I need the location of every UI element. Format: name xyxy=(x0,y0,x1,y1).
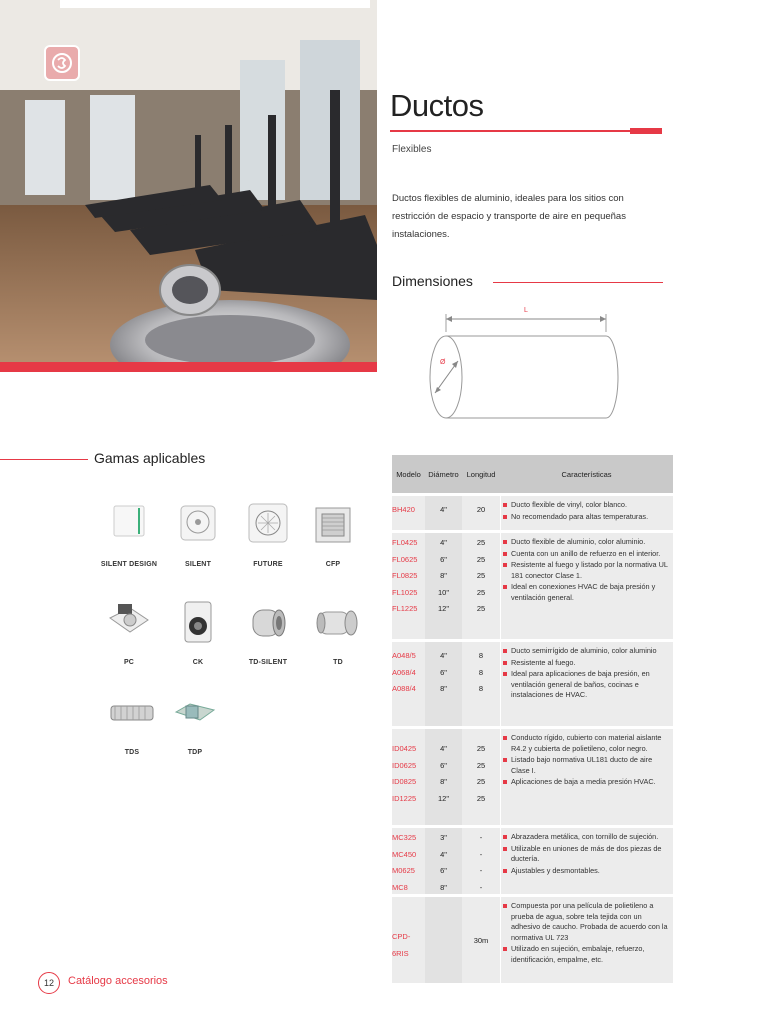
length-value: - xyxy=(479,849,483,859)
feature-item xyxy=(503,901,669,943)
product-label: TD xyxy=(333,659,343,666)
feature-text: Conducto rígido, cubierto con material aislante R4.2 y cubierta de polietileno, color negro. xyxy=(511,733,662,753)
gamas-divider xyxy=(0,459,88,460)
product-label: FUTURE xyxy=(253,561,283,568)
feature-text: Cuenta con un anillo de refuerzo en el interior. xyxy=(511,548,661,558)
diameter-value: 4" xyxy=(440,505,447,514)
intro-paragraph: Ductos flexibles de aluminio, ideales para los sitios con restricción de espacio y transporte de aire en pequeñas instalaciones. xyxy=(392,193,626,240)
page-title: Ductos xyxy=(390,88,484,123)
product-silent-design xyxy=(94,500,164,568)
feature-item xyxy=(503,944,669,965)
product-tds xyxy=(97,688,167,756)
bullet-icon xyxy=(503,515,507,519)
diameter-value: 3" xyxy=(440,833,447,842)
table-header xyxy=(392,455,673,493)
feature-item xyxy=(503,733,669,754)
model-code: MC450 xyxy=(392,849,417,859)
silent-fan-icon xyxy=(173,500,223,550)
feature-item xyxy=(503,560,669,581)
header-longitud: Longitud xyxy=(466,469,496,479)
model-code: A088/4 xyxy=(392,684,416,693)
length-cell xyxy=(462,533,500,639)
product-future xyxy=(233,500,303,568)
diameter-value: 12" xyxy=(437,793,449,803)
feature-text: Ajustables y desmontables. xyxy=(511,865,600,875)
dimensiones-divider xyxy=(493,282,663,283)
table-row xyxy=(392,897,673,983)
diameter-value: 6" xyxy=(440,760,447,770)
model-cell xyxy=(392,533,425,639)
model-code: FL1025 xyxy=(392,587,418,597)
bullet-icon xyxy=(503,661,507,665)
feature-text: Aplicaciones de baja a media presión HVAC. xyxy=(511,777,656,786)
diameter-value: 6" xyxy=(440,866,447,875)
length-value: 25 xyxy=(476,777,486,786)
feature-item xyxy=(503,866,669,877)
diameter-cell xyxy=(425,897,462,983)
feature-text: Ducto semirrígido de aluminio, color aluminio xyxy=(511,646,657,655)
feature-item xyxy=(503,582,669,603)
product-label: TDP xyxy=(187,749,203,756)
feature-text: Ideal en conexiones HVAC de baja presión y ventilación general. xyxy=(511,582,656,602)
feature-item xyxy=(503,537,669,548)
diameter-value: 4" xyxy=(440,651,447,660)
length-value: - xyxy=(479,833,483,842)
diameter-value: 6" xyxy=(440,554,447,564)
length-cell xyxy=(462,897,500,983)
td-fan-icon xyxy=(313,598,363,648)
feature-item xyxy=(503,500,669,511)
diameter-cell xyxy=(425,642,462,726)
product-pc xyxy=(94,598,164,666)
bullet-icon xyxy=(503,503,507,507)
dimensiones-heading: Dimensiones xyxy=(392,273,473,289)
model-code: FL0625 xyxy=(392,554,418,564)
feature-text: Listado bajo normativa UL181 ducto de aire Clase I. xyxy=(511,755,653,775)
table-row xyxy=(392,729,673,825)
model-code: M0625 xyxy=(392,866,415,875)
product-cfp xyxy=(298,500,368,568)
length-value: 20 xyxy=(476,505,486,514)
diameter-value: 6" xyxy=(440,667,447,677)
title-divider xyxy=(390,130,658,132)
cfp-fan-icon xyxy=(308,500,358,550)
diameter-value: 8" xyxy=(440,684,447,693)
length-value: 25 xyxy=(476,571,486,580)
model-cell xyxy=(392,496,425,530)
model-cell xyxy=(392,729,425,825)
feature-item xyxy=(503,777,669,788)
length-value: 25 xyxy=(476,587,486,597)
product-label: TD-SILENT xyxy=(248,659,288,666)
product-label: CK xyxy=(192,659,204,666)
length-value: 30m xyxy=(473,936,489,945)
future-fan-icon xyxy=(243,500,293,550)
feature-item xyxy=(503,512,669,523)
feature-text: Compuesta por una película de polietileno a prueba de agua, sobre tela tejida con un adhesivo de caucho. Probada de acuerdo con la normativa UL 723 xyxy=(511,901,668,942)
bullet-icon xyxy=(503,847,507,851)
features-cell xyxy=(501,828,673,894)
product-tdp xyxy=(160,688,230,756)
ck-fan-icon xyxy=(173,598,223,648)
diameter-cell xyxy=(425,496,462,530)
product-td xyxy=(303,598,373,666)
diameter-value: 4" xyxy=(440,849,447,859)
model-code: BH420 xyxy=(392,505,415,514)
feature-item xyxy=(503,832,669,843)
bullet-icon xyxy=(503,552,507,556)
diameter-value: 10" xyxy=(437,587,449,597)
feature-item xyxy=(503,646,669,657)
length-value: 25 xyxy=(476,604,486,613)
product-label: PC xyxy=(123,659,135,666)
bullet-icon xyxy=(503,672,507,676)
product-label: SILENT xyxy=(184,561,212,568)
table-body xyxy=(392,496,673,983)
length-value: 25 xyxy=(476,760,486,770)
model-code: CPD-6RIS xyxy=(392,932,411,958)
header-caracteristicas: Características xyxy=(561,469,612,479)
length-value: 25 xyxy=(476,793,486,803)
feature-item xyxy=(503,755,669,776)
features-cell xyxy=(501,533,673,639)
features-cell xyxy=(501,729,673,825)
length-value: - xyxy=(479,866,483,875)
feature-text: Utilizable en uniones de más de dos piezas de ductería. xyxy=(511,843,662,863)
feature-text: Resistente al fuego. xyxy=(511,657,576,667)
model-code: ID0825 xyxy=(392,777,417,786)
sp-logo-icon xyxy=(50,51,74,75)
features-cell xyxy=(501,642,673,726)
silent-design-fan-icon xyxy=(104,500,154,550)
features-cell xyxy=(501,897,673,983)
model-code: FL1225 xyxy=(392,604,418,613)
table-row xyxy=(392,496,673,530)
feature-item xyxy=(503,669,669,701)
header-modelo: Modelo xyxy=(396,469,421,479)
product-silent xyxy=(163,500,233,568)
length-cell xyxy=(462,496,500,530)
feature-text: No recomendado para altas temperaturas. xyxy=(511,511,649,521)
bullet-icon xyxy=(503,563,507,567)
diameter-cell xyxy=(425,533,462,639)
bullet-icon xyxy=(503,736,507,740)
bullet-icon xyxy=(503,947,507,951)
bullet-icon xyxy=(503,758,507,762)
length-value: 8 xyxy=(478,651,484,660)
length-cell xyxy=(462,828,500,894)
model-code: FL0425 xyxy=(392,538,418,547)
model-code: FL0825 xyxy=(392,571,418,580)
length-label: L xyxy=(524,307,528,314)
length-value: 8 xyxy=(478,667,484,677)
diameter-value: 8" xyxy=(440,777,447,786)
page-number: 12 xyxy=(38,972,60,994)
header-diametro: Diámetro xyxy=(428,469,459,479)
model-code: A048/5 xyxy=(392,651,416,660)
bullet-icon xyxy=(503,835,507,839)
diameter-value: 8" xyxy=(440,882,447,892)
length-value: - xyxy=(479,882,483,892)
product-label: TDS xyxy=(124,749,140,756)
length-value: 25 xyxy=(476,538,486,547)
diameter-cell xyxy=(425,828,462,894)
length-cell xyxy=(462,642,500,726)
bullet-icon xyxy=(503,649,507,653)
product-label: SILENT DESIGN xyxy=(100,561,158,568)
feature-text: Ideal para aplicaciones de baja presión, en ventilación general de baños, cocinas e instalaciones de HVAC. xyxy=(511,669,650,699)
bullet-icon xyxy=(503,540,507,544)
tdp-fan-icon xyxy=(170,688,220,738)
model-code: ID0625 xyxy=(392,760,417,770)
product-label: CFP xyxy=(325,561,341,568)
bullet-icon xyxy=(503,780,507,784)
page-subtitle: Flexibles xyxy=(392,144,432,155)
pc-fan-icon xyxy=(104,598,154,648)
diameter-value: 12" xyxy=(437,604,449,613)
model-cell xyxy=(392,642,425,726)
feature-text: Ducto flexible de aluminio, color aluminio. xyxy=(511,537,646,546)
spec-table xyxy=(392,455,673,983)
model-cell xyxy=(392,828,425,894)
bullet-icon xyxy=(503,869,507,873)
diameter-cell xyxy=(425,729,462,825)
feature-text: Resistente al fuego y listado por la normativa UL 181 conector Clase 1. xyxy=(511,560,668,580)
diameter-label: Ø xyxy=(440,359,446,366)
table-row xyxy=(392,533,673,639)
model-code: ID0425 xyxy=(392,744,417,753)
model-cell xyxy=(392,897,425,983)
feature-item xyxy=(503,549,669,560)
bullet-icon xyxy=(503,585,507,589)
gamas-heading: Gamas aplicables xyxy=(94,450,206,466)
diameter-value: 4" xyxy=(440,744,447,753)
table-row xyxy=(392,642,673,726)
hero-accent-stripe xyxy=(0,362,377,372)
td-silent-fan-icon xyxy=(243,598,293,648)
model-code: ID1225 xyxy=(392,793,417,803)
bullet-icon xyxy=(503,904,507,908)
feature-text: Abrazadera metálica, con tornillo de sujeción. xyxy=(511,832,659,841)
length-cell xyxy=(462,729,500,825)
table-row xyxy=(392,828,673,894)
length-value: 8 xyxy=(478,684,484,693)
footer-text: Catálogo accesorios xyxy=(68,975,168,987)
brand-logo xyxy=(44,45,80,81)
length-value: 25 xyxy=(476,744,486,753)
features-cell xyxy=(501,496,673,530)
feature-text: Utilizado en sujeción, embalaje, refuerzo, identificación, empalme, etc. xyxy=(511,944,645,964)
feature-text: Ducto flexible de vinyl, color blanco. xyxy=(511,500,627,509)
feature-item xyxy=(503,658,669,669)
model-code: MC8 xyxy=(392,882,408,892)
tds-fan-icon xyxy=(107,688,157,738)
model-code: MC325 xyxy=(392,833,417,842)
product-td-silent xyxy=(233,598,303,666)
feature-item xyxy=(503,844,669,865)
model-code: A068/4 xyxy=(392,667,416,677)
diameter-value: 4" xyxy=(440,538,447,547)
diameter-value: 8" xyxy=(440,571,447,580)
product-ck xyxy=(163,598,233,666)
duct-dimension-diagram xyxy=(418,298,638,428)
title-divider-accent xyxy=(630,128,662,134)
length-value: 25 xyxy=(476,554,486,564)
